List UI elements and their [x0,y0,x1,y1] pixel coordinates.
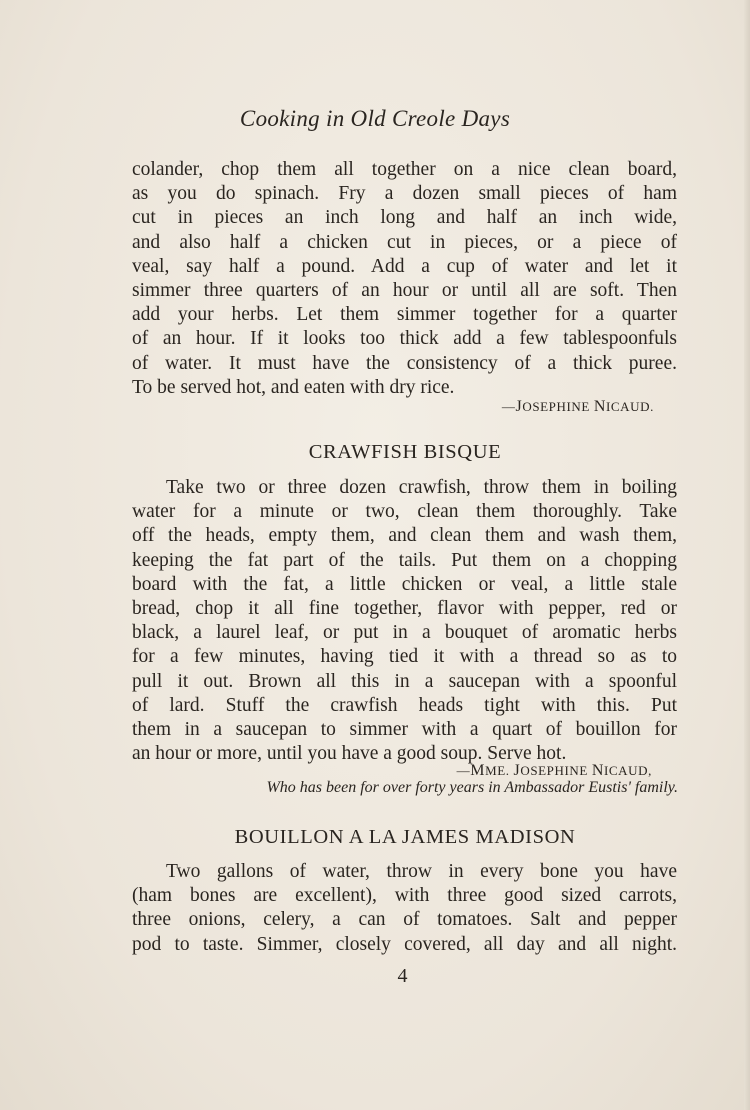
text-line: (ham bones are excellent), with three good sized carrots, [132,885,677,907]
text-line: as you do spinach. Fry a dozen small pieces of ham [132,183,677,205]
recipe-heading-crawfish-bisque: CRAWFISH BISQUE [308,441,502,463]
text-line: for a few minutes, having tied it with a thread so as to [132,646,677,668]
text-line: cut in pieces an inch long and half an inch wide, [132,207,677,229]
text-line: off the heads, empty them, and clean them and wash them, [132,525,677,547]
text-line: pod to taste. Simmer, closely covered, all day and all night. [132,933,677,955]
signature-mme-nicaud: —MME. JOSEPHINE NICAUD, [456,762,652,779]
text-line: colander, chop them all together on a nice clean board, [132,159,677,180]
text-line: keeping the fat part of the tails. Put them on a chopping [132,549,677,571]
signature-note: Who has been for over forty years in Ambassador Eustis' family. [266,779,678,796]
text-line: board with the fat, a little chicken or veal, a little stale [132,573,677,595]
running-head: Cooking in Old Creole Days [239,106,511,131]
text-line: an hour or more, until you have a good soup. Serve hot. [132,743,567,765]
text-line: bread, chop it all fine together, flavor with pepper, red or [132,598,677,620]
text-line: pull it out. Brown all this in a saucepan with a spoonful [132,670,677,692]
signature-nicaud: —JOSEPHINE NICAUD. [501,398,654,415]
continued-paragraph [132,158,677,400]
text-line: of an hour. If it looks too thick add a few tablespoonfuls [132,328,677,350]
page-edge [744,0,750,1110]
text-line: water for a minute or two, clean them thoroughly. Take [132,501,677,523]
recipe-heading-bouillon: BOUILLON A LA JAMES MADISON [234,826,576,848]
bouillon-paragraph [132,860,677,957]
text-line: and also half a chicken cut in pieces, or a piece of [132,231,677,253]
text-line: Take two or three dozen crawfish, throw them in boiling [166,477,677,498]
text-line: of water. It must have the consistency of a thick puree. [132,352,677,374]
page-number: 4 [397,965,408,987]
text-line: black, a laurel leaf, or put in a bouquet of aromatic herbs [132,622,677,644]
text-line: of lard. Stuff the crawfish heads tight with this. Put [132,694,677,716]
text-line: them in a saucepan to simmer with a quart of bouillon for [132,719,677,741]
text-line: add your herbs. Let them simmer together for a quarter [132,304,677,326]
text-line: three onions, celery, a can of tomatoes. Salt and pepper [132,909,677,931]
text-line: simmer three quarters of an hour or until all are soft. Then [132,280,677,302]
text-line: veal, say half a pound. Add a cup of water and let it [132,255,677,277]
text-line: To be served hot, and eaten with dry rice. [132,376,455,398]
crawfish-bisque-paragraph [132,476,677,766]
text-line: Two gallons of water, throw in every bone you have [166,861,677,882]
